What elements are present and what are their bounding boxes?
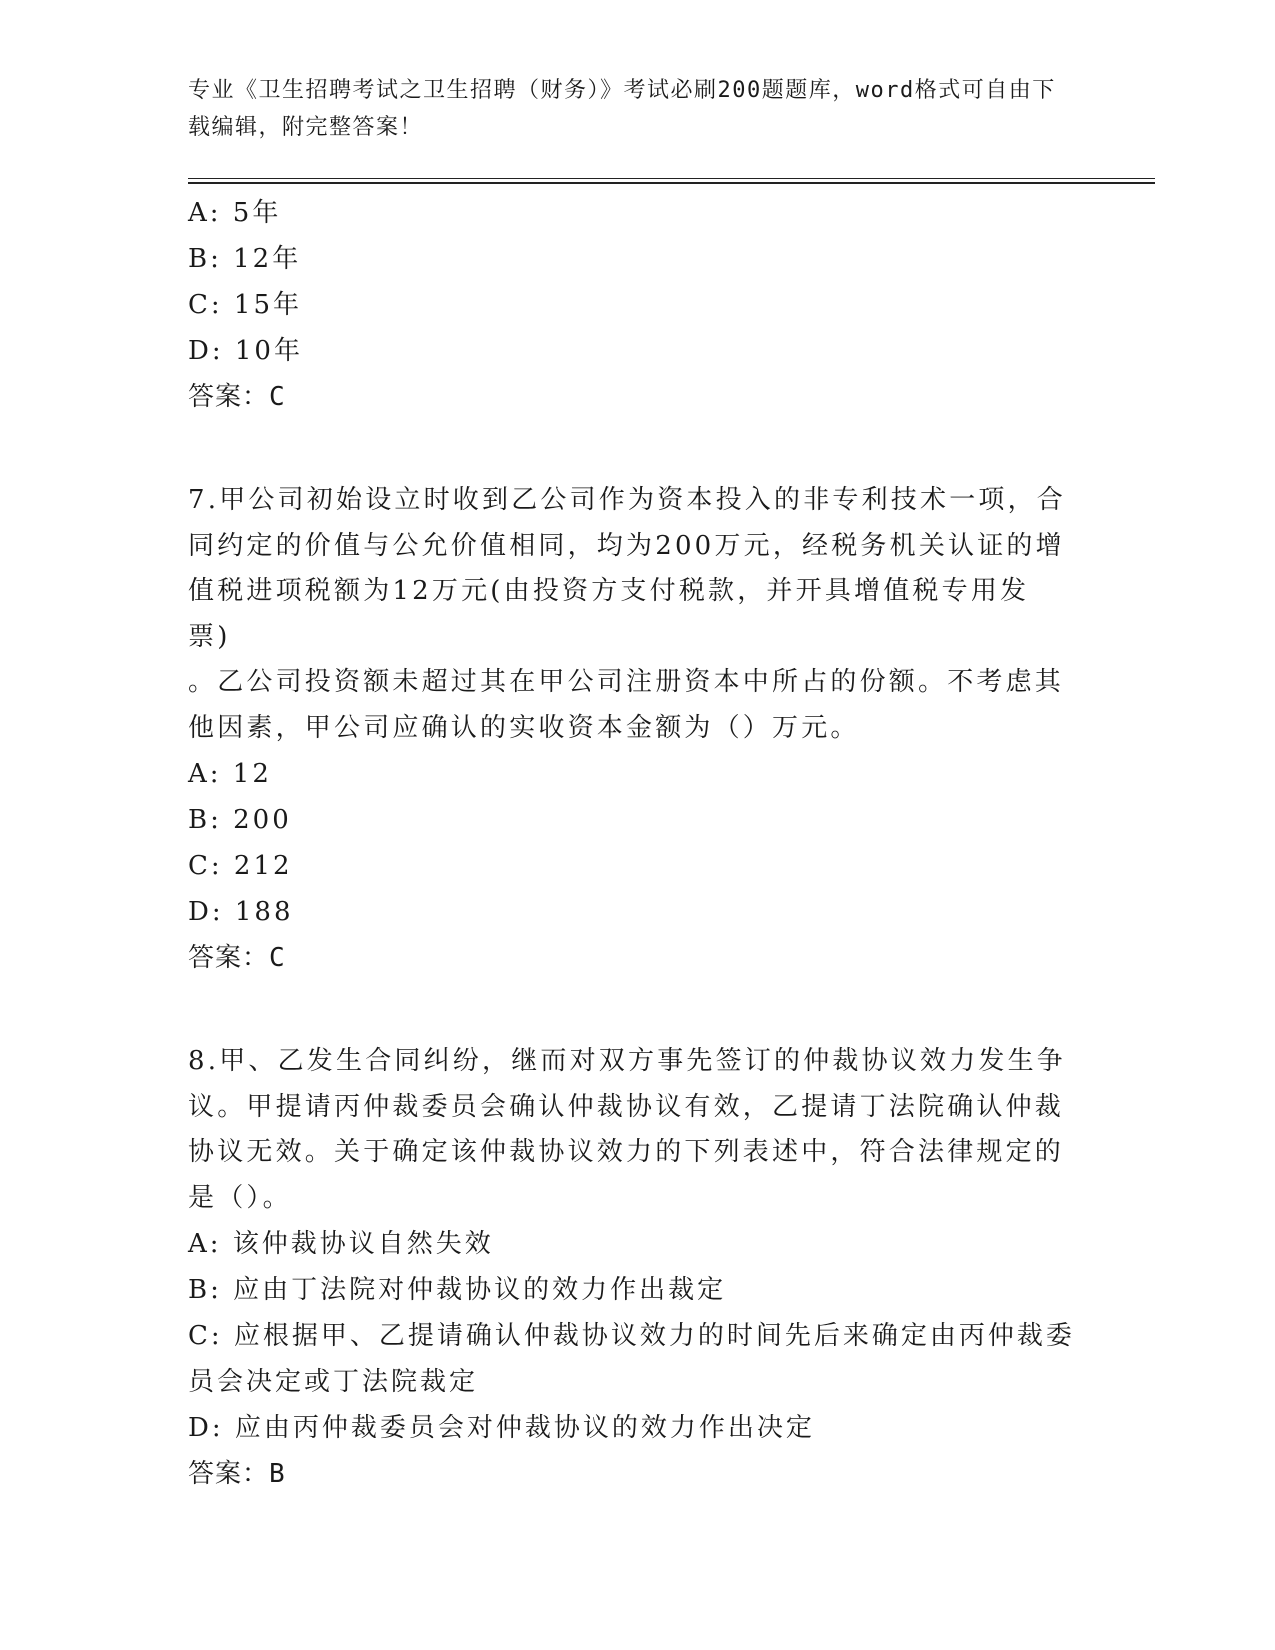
option-c: C: 212 [188,851,293,881]
header-divider-thick [188,182,1155,184]
header-divider-thin [188,178,1155,179]
document-header: 专业《卫生招聘考试之卫生招聘（财务）》考试必刷200题题库，word格式可自由下载编辑，附完整答案！ [188,78,1056,140]
option-c-continued: 员会决定或丁法院裁定 [188,1367,479,1397]
option-c: C: 15年 [188,290,303,320]
question-stem-line: 协议无效。关于确定该仲裁协议效力的下列表述中，符合法律规定的 [188,1137,1065,1167]
option-b: B: 200 [188,805,292,835]
question-stem-line: 议。甲提请丙仲裁委员会确认仲裁协议有效，乙提请丁法院确认仲裁 [188,1091,1065,1122]
question-7 [188,478,1068,981]
option-a: A: 12 [188,759,272,789]
option-c: C: 应根据甲、乙提请确认仲裁协议效力的时间先后来确定由丙仲裁委 [188,1321,1075,1351]
question-8 [188,1039,1075,1497]
question-stem-line: 7.甲公司初始设立时收到乙公司作为资本投入的非专利技术一项，合 [188,485,1067,515]
option-a: A: 5年 [188,198,282,228]
question-stem-line: 同约定的价值与公允价值相同，均为200万元，经税务机关认证的增 [188,530,1065,561]
question-stem-line: 他因素，甲公司应确认的实收资本金额为（）万元。 [188,712,860,743]
question-content [188,190,1075,1497]
answer: 答案：B [188,1459,286,1489]
answer: 答案：C [188,382,286,412]
option-d: D: 应由丙仲裁委员会对仲裁协议的效力作出决定 [188,1413,815,1443]
question-stem-line: 值税进项税额为12万元(由投资方支付税款，并开具增值税专用发票) [188,576,1030,652]
question-stem-line: 是（）。 [188,1182,292,1213]
question-6 [188,190,1068,420]
spacer [188,981,1068,1039]
option-b: B: 应由丁法院对仲裁协议的效力作出裁定 [188,1275,727,1305]
option-a: A: 该仲裁协议自然失效 [188,1229,494,1259]
spacer [188,420,1068,478]
option-d: D: 10年 [188,336,303,366]
question-stem-line: 。乙公司投资额未超过其在甲公司注册资本中所占的份额。不考虑其 [188,667,1065,697]
option-d: D: 188 [188,897,294,927]
answer: 答案：C [188,943,286,973]
question-stem-line: 8.甲、乙发生合同纠纷，继而对双方事先签订的仲裁协议效力发生争 [188,1046,1067,1076]
option-b: B: 12年 [188,244,302,274]
